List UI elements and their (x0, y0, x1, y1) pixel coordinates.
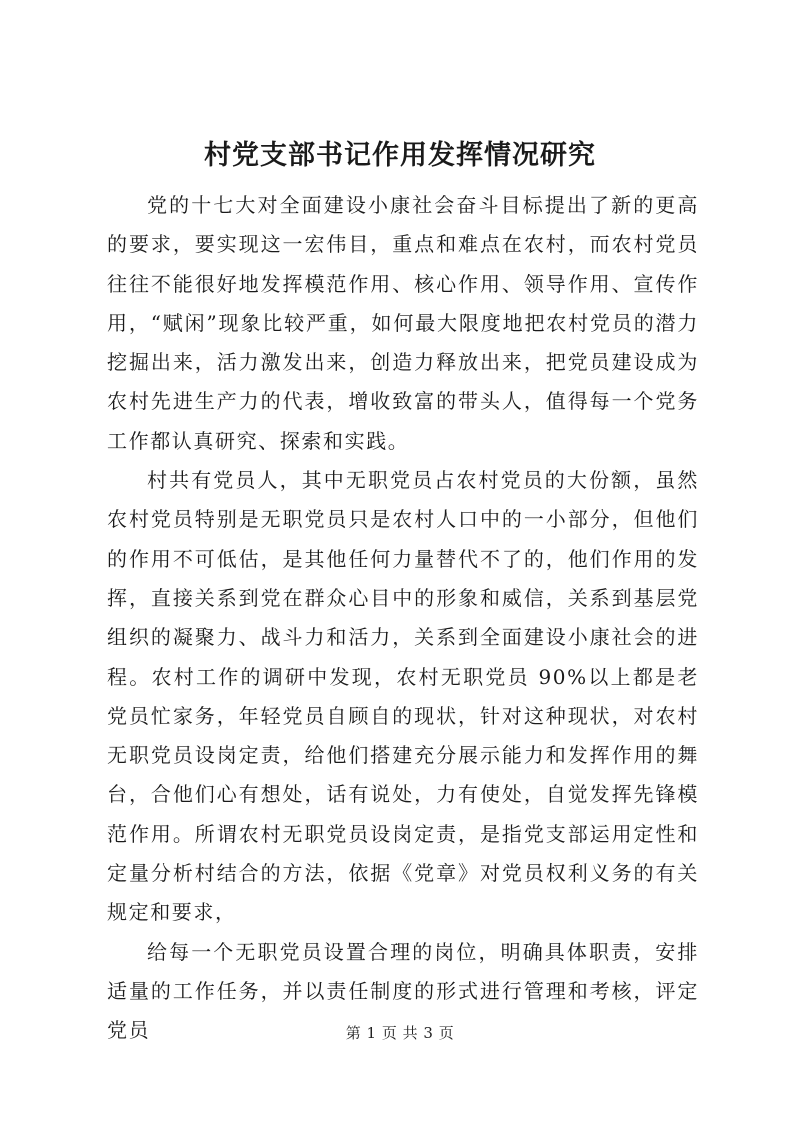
document-title: 村党支部书记作用发挥情况研究 (204, 140, 596, 171)
page-footer: 第 1 页 共 3 页 (345, 1024, 455, 1042)
paragraph-2: 村共有党员人，其中无职党员占农村党员的大份额，虽然农村党员特别是无职党员只是农村人口中的一小部分，但他们的作用不可低估，是其他任何力量替代不了的，他们作用的发挥，直接关系到党在群众心目中的形象和威信，关系到基层党组织的凝聚力、战斗力和活力，关系到全面建设小康社会的进程。农村工作的调研中发现，农村无职党员 90%以上都是老党员忙家务，年轻党员自顾自的现状，针对这种现状，对农村无职党员设岗定责，给他们搭建充分展示能力和发挥作用的舞台，合他们心有想处，话有说处，力有使处，自觉发挥先锋模范作用。所谓农村无职党员设岗定责，是指党支部运用定性和定量分析村结合的方法，依据《党章》对党员权利义务的有关规定和要求， (107, 468, 699, 925)
document-body (107, 186, 699, 1051)
paragraph-1: 党的十七大对全面建设小康社会奋斗目标提出了新的更高的要求，要实现这一宏伟目，重点和难点在农村，而农村党员往往不能很好地发挥模范作用、核心作用、领导作用、宣传作用，“赋闲”现象比较严重，如何最大限度地把农村党员的潜力挖掘出来，活力激发出来，创造力释放出来，把党员建设成为农村先进生产力的代表，增收致富的带头人，值得每一个党务工作都认真研究、探索和实践。 (107, 193, 699, 453)
paragraph-3: 给每一个无职党员设置合理的岗位，明确具体职责，安排适量的工作任务，并以责任制度的形式进行管理和考核，评定党员 (107, 939, 699, 1043)
